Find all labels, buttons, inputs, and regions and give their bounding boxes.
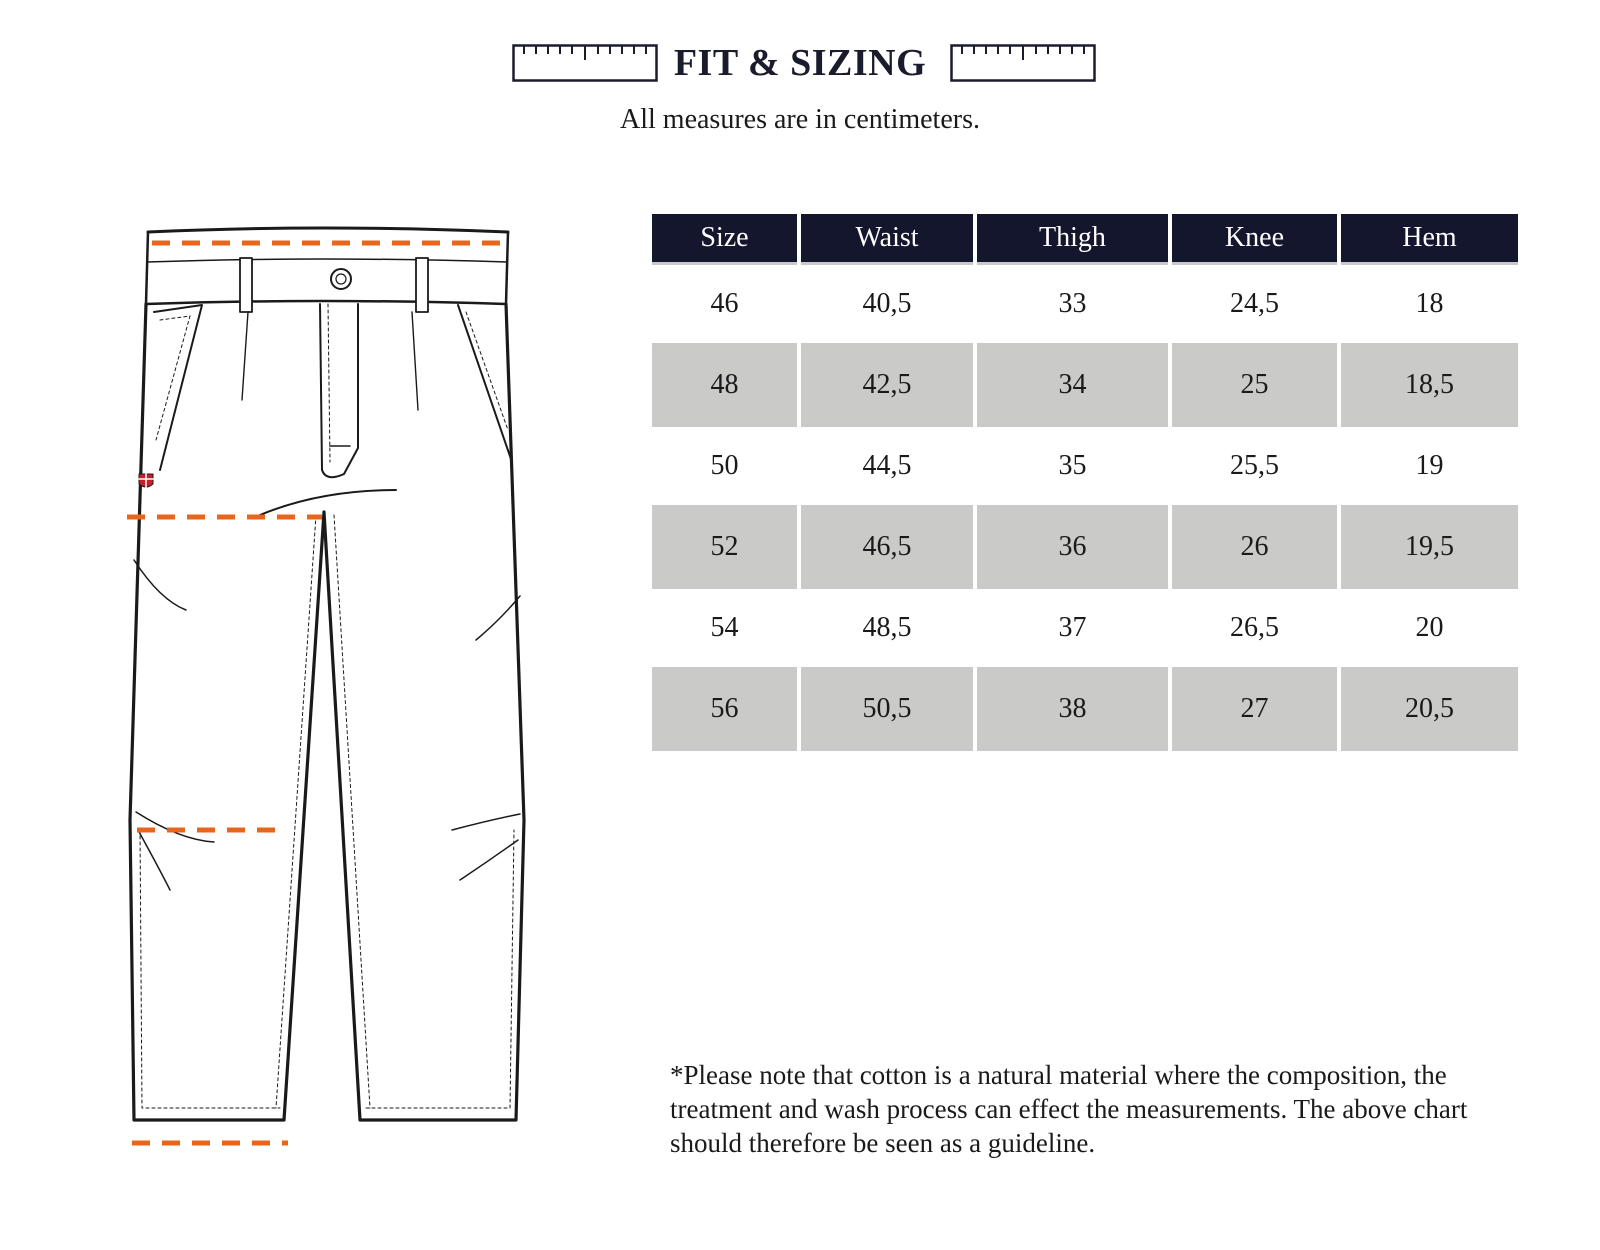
table-cell: 50 xyxy=(652,424,797,505)
table-cell: 18 xyxy=(1341,262,1518,343)
table-cell: 25,5 xyxy=(1172,424,1337,505)
column-header: Thigh xyxy=(977,214,1168,262)
column-header: Waist xyxy=(801,214,973,262)
column-header: Hem xyxy=(1341,214,1518,262)
table-row xyxy=(652,667,1518,751)
table-row xyxy=(652,343,1518,424)
table-cell: 38 xyxy=(977,667,1168,751)
table-row xyxy=(652,424,1518,505)
disclaimer-note: *Please note that cotton is a natural material where the composition, the treatment and wash process can effect the measurements. The above chart should therefore be seen as a guideline. xyxy=(670,1060,1468,1158)
table-cell: 40,5 xyxy=(801,262,973,343)
trousers-illustration xyxy=(110,218,540,1168)
column-header: Knee xyxy=(1172,214,1337,262)
units-note: All measures are in centimeters. xyxy=(620,104,980,135)
table-cell: 56 xyxy=(652,667,797,751)
table-cell: 35 xyxy=(977,424,1168,505)
table-cell: 18,5 xyxy=(1341,343,1518,424)
table-cell: 19 xyxy=(1341,424,1518,505)
table-cell: 36 xyxy=(977,505,1168,586)
table-cell: 46 xyxy=(652,262,797,343)
table-cell: 37 xyxy=(977,586,1168,667)
table-row xyxy=(652,586,1518,667)
table-cell: 24,5 xyxy=(1172,262,1337,343)
table-cell: 19,5 xyxy=(1341,505,1518,586)
table-header-row xyxy=(652,214,1518,262)
header xyxy=(0,38,1600,88)
table-cell: 26,5 xyxy=(1172,586,1337,667)
table-cell: 25 xyxy=(1172,343,1337,424)
ruler-icon xyxy=(950,44,1096,82)
table-cell: 54 xyxy=(652,586,797,667)
table-cell: 44,5 xyxy=(801,424,973,505)
table-cell: 20 xyxy=(1341,586,1518,667)
page-title: FIT & SIZING xyxy=(673,42,927,84)
table-cell: 27 xyxy=(1172,667,1337,751)
table-cell: 48 xyxy=(652,343,797,424)
table-cell: 34 xyxy=(977,343,1168,424)
table-cell: 50,5 xyxy=(801,667,973,751)
table-cell: 48,5 xyxy=(801,586,973,667)
ruler-icon xyxy=(512,44,658,82)
table-row xyxy=(652,505,1518,586)
table-row xyxy=(652,262,1518,343)
table-cell: 52 xyxy=(652,505,797,586)
table-cell: 33 xyxy=(977,262,1168,343)
size-table xyxy=(648,214,1522,751)
table-cell: 42,5 xyxy=(801,343,973,424)
table-cell: 20,5 xyxy=(1341,667,1518,751)
table-cell: 26 xyxy=(1172,505,1337,586)
column-header: Size xyxy=(652,214,797,262)
table-cell: 46,5 xyxy=(801,505,973,586)
